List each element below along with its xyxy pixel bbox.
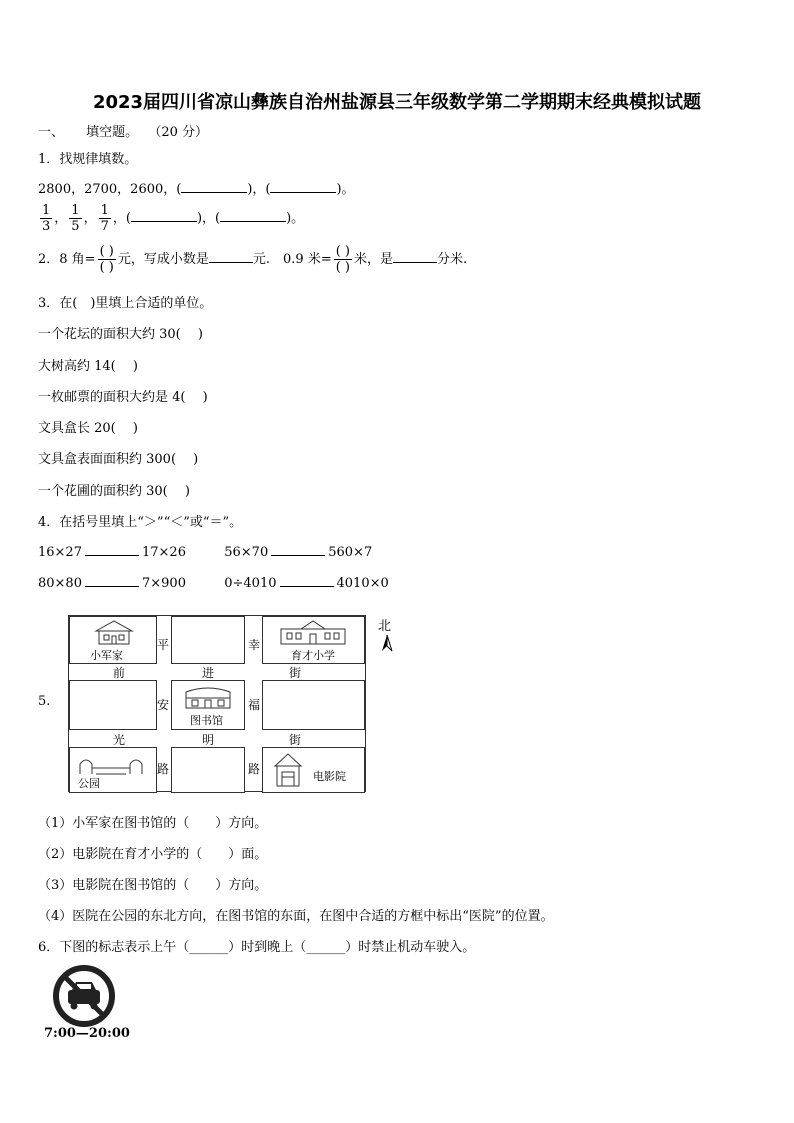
q5-sub: （2）电影院在育才小学的（ ）面。 [38, 847, 268, 862]
section-header [38, 121, 208, 140]
section-label: 填空题。 [86, 125, 139, 140]
compare-blank[interactable] [280, 573, 334, 587]
q2-line [38, 244, 467, 275]
park-icon [76, 752, 146, 776]
q2-fraction-2[interactable]: $\frac{( )}{( )}$ [335, 244, 350, 275]
frac-tail: )。 [286, 211, 305, 226]
fraction: $\frac{1}{3}$ [42, 203, 51, 234]
q1-fraction-sequence [38, 203, 304, 234]
compare-right: 17×26 [141, 545, 186, 560]
comma: ， [83, 211, 97, 226]
section-score: （20 分） [148, 125, 208, 140]
street-label: 进 [202, 666, 215, 680]
street-label: 光 [113, 733, 126, 747]
map-block-empty[interactable] [262, 680, 365, 730]
q2-text-e: 分米. [437, 252, 468, 267]
q1-seq-mid: )，( [247, 182, 271, 197]
street-map [68, 615, 366, 792]
compare-left: 56×70 [224, 545, 269, 560]
street-label: 平 [157, 638, 170, 652]
section-number: 一、 [38, 125, 65, 140]
q1-seq-text: 2800，2700，2600，( [38, 182, 182, 197]
comma: ， [54, 211, 68, 226]
compare-blank[interactable] [85, 542, 139, 556]
q3-item: 一枚邮票的面积大约是 4( ) [38, 390, 208, 405]
q4-row-2 [38, 573, 389, 591]
street-label: 福 [248, 698, 261, 712]
frac-tail: ，( [112, 211, 131, 226]
map-block-school [262, 616, 365, 664]
q5-sub: （3）电影院在图书馆的（ ）方向。 [38, 878, 268, 893]
q1-blank-3[interactable] [131, 208, 197, 222]
frac-tail: )，( [196, 211, 221, 226]
fraction: $\frac{1}{5}$ [71, 203, 80, 234]
street-label: 路 [157, 762, 170, 776]
q3-item: 一个花圃的面积约 30( ) [38, 484, 190, 499]
place-label-school: 育才小学 [291, 649, 335, 662]
compare-left: 80×80 [38, 576, 82, 591]
sign-time: 7:00—20:00 [44, 1026, 130, 1041]
place-label-library: 图书馆 [190, 714, 223, 727]
q1-blank-2[interactable] [270, 179, 336, 193]
school-icon [279, 619, 347, 645]
q1-sequence [38, 178, 355, 197]
cinema-icon [271, 752, 305, 788]
q3-item: 大树高约 14( ) [38, 359, 138, 374]
north-label: 北 [378, 619, 392, 634]
compare-right: 560×7 [328, 545, 373, 560]
compare-blank[interactable] [85, 573, 139, 587]
compare-left: 0÷4010 [224, 576, 277, 591]
street-label: 街 [289, 666, 302, 680]
q5-sub: （1）小军家在图书馆的（ ）方向。 [38, 816, 268, 831]
map-block-empty[interactable] [171, 616, 245, 664]
no-vehicle-sign-icon [52, 964, 116, 1028]
q2-blank-2[interactable] [393, 249, 437, 263]
street-label: 街 [289, 733, 302, 747]
q1-seq-end: )。 [336, 182, 355, 197]
q3-item: 一个花坛的面积大约 30( ) [38, 327, 203, 342]
map-block-home [69, 616, 157, 664]
q4-label: 4．在括号里填上“＞”“＜”或“＝”。 [38, 515, 243, 530]
compare-left: 16×27 [38, 545, 82, 560]
q2-text-d: 米，是 [354, 252, 394, 267]
house-icon [92, 619, 136, 645]
place-label-cinema: 电影院 [313, 770, 346, 783]
street-label: 明 [202, 733, 215, 747]
q1-label: 1．找规律填数。 [38, 152, 138, 167]
q1-blank-1[interactable] [181, 179, 247, 193]
q3-item: 文具盒长 20( ) [38, 421, 138, 436]
page-title: 2023届四川省凉山彝族自治州盐源县三年级数学第二学期期末经典模拟试题 [92, 92, 702, 113]
q3-label: 3．在( )里填上合适的单位。 [38, 296, 213, 311]
map-block-park [69, 747, 157, 793]
q5-number: 5. [38, 694, 51, 709]
q6-text: 6．下图的标志表示上午（______）时到晚上（______）时禁止机动车驶入。 [38, 940, 476, 955]
q2-text-a: 2．8 角= [38, 252, 96, 267]
place-label-park: 公园 [78, 777, 100, 790]
compare-blank[interactable] [271, 542, 325, 556]
q5-sub: （4）医院在公园的东北方向，在图书馆的东面，在图中合适的方框中标出“医院”的位置。 [38, 909, 554, 924]
library-icon [182, 684, 234, 710]
q2-text-c: 元. 0.9 米= [252, 252, 332, 267]
map-block-empty[interactable] [69, 680, 157, 730]
map-block-empty[interactable] [171, 747, 245, 793]
q2-fraction-1[interactable]: $\frac{( )}{( )}$ [99, 244, 114, 275]
q3-item: 文具盒表面面积约 300( ) [38, 452, 199, 467]
place-label-home: 小军家 [90, 649, 123, 662]
map-block-cinema [262, 747, 365, 793]
compare-right: 7×900 [141, 576, 186, 591]
q1-blank-4[interactable] [220, 208, 286, 222]
street-label: 路 [248, 762, 261, 776]
fraction: $\frac{1}{7}$ [100, 203, 109, 234]
q4-row-1 [38, 542, 372, 560]
q2-blank-1[interactable] [209, 249, 253, 263]
north-arrow-icon [380, 634, 394, 652]
compare-right: 4010×0 [336, 576, 389, 591]
street-label: 幸 [248, 638, 261, 652]
q2-text-b: 元，写成小数是 [117, 252, 209, 267]
street-label: 安 [157, 698, 170, 712]
street-label: 前 [113, 666, 126, 680]
map-block-library [171, 680, 245, 730]
